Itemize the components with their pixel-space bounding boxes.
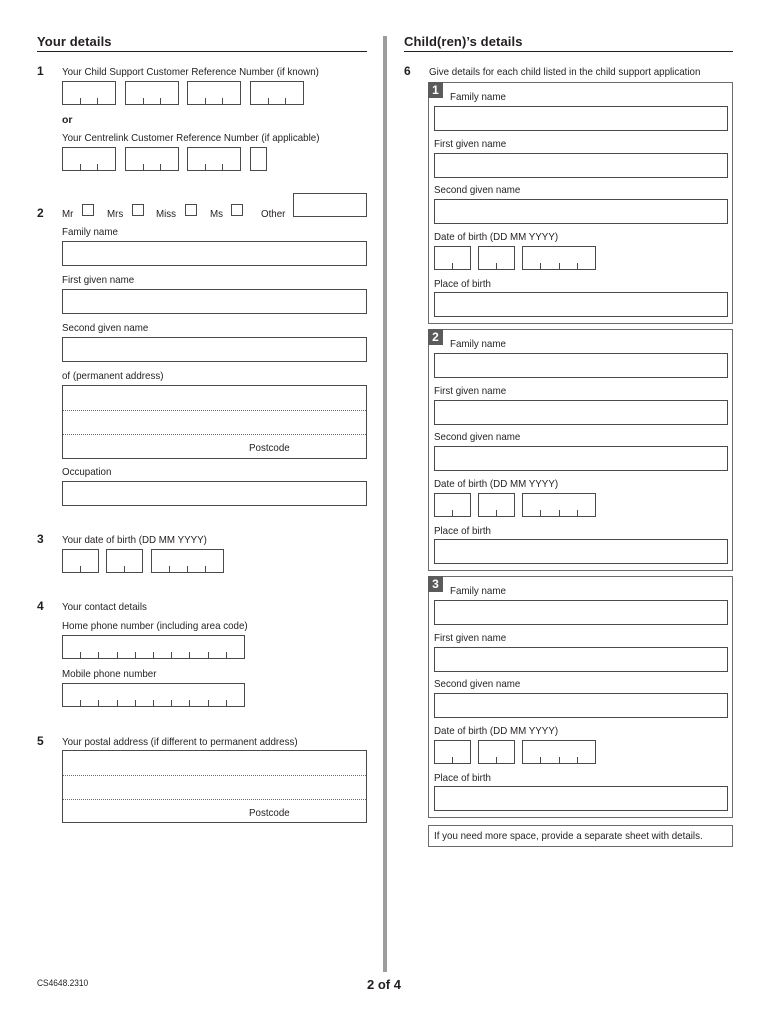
- child-1-panel: [428, 82, 733, 324]
- child-3-place-label: Place of birth: [434, 772, 492, 784]
- question-1-number: 1: [37, 64, 44, 78]
- title-mrs-checkbox[interactable]: [132, 204, 144, 216]
- question-3-number: 3: [37, 532, 44, 546]
- child-3-second-given-label: Second given name: [434, 678, 521, 690]
- title-mrs-label: Mrs: [107, 208, 124, 220]
- postal-postcode-label: Postcode: [249, 807, 290, 819]
- mobile-phone-label: Mobile phone number: [62, 668, 157, 680]
- title-miss-label: Miss: [156, 208, 177, 220]
- family-name-label: Family name: [62, 226, 118, 238]
- crn-field-3[interactable]: [187, 81, 241, 105]
- child-1-dob-year[interactable]: [522, 246, 596, 270]
- first-given-name-field[interactable]: [62, 289, 367, 314]
- crn-field-4[interactable]: [250, 81, 304, 105]
- family-name-field[interactable]: [62, 241, 367, 266]
- your-dob-label: Your date of birth (DD MM YYYY): [62, 534, 207, 546]
- postal-line-1: [63, 775, 366, 776]
- child-1-dob-month[interactable]: [478, 246, 515, 270]
- your-details-heading: Your details: [37, 34, 112, 49]
- address-line-1: [63, 410, 366, 411]
- dob-year-field[interactable]: [151, 549, 224, 573]
- child-3-family-name-label: Family name: [450, 585, 506, 597]
- child-1-first-given-label: First given name: [434, 138, 507, 150]
- or-label: or: [62, 114, 73, 126]
- child-3-dob-day[interactable]: [434, 740, 471, 764]
- child-1-family-name-field[interactable]: [434, 106, 728, 131]
- crn-field-2[interactable]: [125, 81, 179, 105]
- crn-label: Your Child Support Customer Reference Number (if known): [62, 66, 319, 78]
- child-1-badge: 1: [428, 82, 443, 98]
- crn-field-1[interactable]: [62, 81, 116, 105]
- child-3-panel: [428, 576, 733, 818]
- question-5-number: 5: [37, 734, 44, 748]
- child-1-place-label: Place of birth: [434, 278, 492, 290]
- form-code: CS4648.2310: [37, 978, 89, 988]
- child-2-first-given-label: First given name: [434, 385, 507, 397]
- home-phone-label: Home phone number (including area code): [62, 620, 248, 632]
- centrelink-field-3[interactable]: [187, 147, 241, 171]
- children-instruction: Give details for each child listed in the child support application: [429, 66, 701, 78]
- title-miss-checkbox[interactable]: [185, 204, 197, 216]
- postal-address-label: Your postal address (if different to permanent address): [62, 736, 298, 748]
- more-space-note: [428, 825, 733, 847]
- child-3-badge: 3: [428, 576, 443, 592]
- postcode-label: Postcode: [249, 442, 290, 454]
- title-ms-checkbox[interactable]: [231, 204, 243, 216]
- child-1-first-given-field[interactable]: [434, 153, 728, 178]
- children-details-heading: Child(ren)’s details: [404, 34, 523, 49]
- title-ms-label: Ms: [210, 208, 224, 220]
- child-2-dob-year[interactable]: [522, 493, 596, 517]
- child-1-place-field[interactable]: [434, 292, 728, 317]
- title-mr-label: Mr: [62, 208, 74, 220]
- more-space-text: If you need more space, provide a separate sheet with details.: [434, 830, 703, 842]
- child-2-family-name-field[interactable]: [434, 353, 728, 378]
- second-given-name-label: Second given name: [62, 322, 149, 334]
- title-other-label: Other: [261, 208, 286, 220]
- child-2-dob-label: Date of birth (DD MM YYYY): [434, 478, 559, 490]
- question-6-number: 6: [404, 64, 411, 78]
- home-phone-field[interactable]: [62, 635, 245, 659]
- child-3-place-field[interactable]: [434, 786, 728, 811]
- mobile-phone-field[interactable]: [62, 683, 245, 707]
- contact-details-label: Your contact details: [62, 601, 147, 613]
- occupation-field[interactable]: [62, 481, 367, 506]
- dob-day-field[interactable]: [62, 549, 99, 573]
- child-1-second-given-label: Second given name: [434, 184, 521, 196]
- centrelink-crn-label: Your Centrelink Customer Reference Number (if applicable): [62, 132, 320, 144]
- child-2-place-label: Place of birth: [434, 525, 492, 537]
- column-divider: [383, 36, 387, 972]
- child-2-badge: 2: [428, 329, 443, 345]
- permanent-address-label: of (permanent address): [62, 370, 164, 382]
- child-3-family-name-field[interactable]: [434, 600, 728, 625]
- child-1-family-name-label: Family name: [450, 91, 506, 103]
- permanent-address-field[interactable]: [62, 385, 367, 459]
- child-2-second-given-field[interactable]: [434, 446, 728, 471]
- child-3-first-given-label: First given name: [434, 632, 507, 644]
- question-4-number: 4: [37, 599, 44, 613]
- centrelink-field-4[interactable]: [250, 147, 267, 171]
- child-2-dob-month[interactable]: [478, 493, 515, 517]
- dob-month-field[interactable]: [106, 549, 143, 573]
- child-2-first-given-field[interactable]: [434, 400, 728, 425]
- postal-address-field[interactable]: [62, 750, 367, 823]
- title-other-field[interactable]: [293, 193, 367, 217]
- title-mr-checkbox[interactable]: [82, 204, 94, 216]
- centrelink-field-2[interactable]: [125, 147, 179, 171]
- centrelink-field-1[interactable]: [62, 147, 116, 171]
- page-number: 2 of 4: [367, 977, 401, 992]
- postal-line-2: [63, 799, 366, 800]
- second-given-name-field[interactable]: [62, 337, 367, 362]
- child-3-first-given-field[interactable]: [434, 647, 728, 672]
- child-3-dob-label: Date of birth (DD MM YYYY): [434, 725, 559, 737]
- child-2-family-name-label: Family name: [450, 338, 506, 350]
- child-2-second-given-label: Second given name: [434, 431, 521, 443]
- child-3-dob-month[interactable]: [478, 740, 515, 764]
- first-given-name-label: First given name: [62, 274, 135, 286]
- children-details-rule: [404, 51, 733, 52]
- child-2-panel: [428, 329, 733, 571]
- your-details-rule: [37, 51, 367, 52]
- address-line-2: [63, 434, 366, 435]
- occupation-label: Occupation: [62, 466, 112, 478]
- child-2-dob-day[interactable]: [434, 493, 471, 517]
- child-1-second-given-field[interactable]: [434, 199, 728, 224]
- child-3-dob-year[interactable]: [522, 740, 596, 764]
- child-3-second-given-field[interactable]: [434, 693, 728, 718]
- child-2-place-field[interactable]: [434, 539, 728, 564]
- child-1-dob-day[interactable]: [434, 246, 471, 270]
- question-2-number: 2: [37, 206, 44, 220]
- child-1-dob-label: Date of birth (DD MM YYYY): [434, 231, 559, 243]
